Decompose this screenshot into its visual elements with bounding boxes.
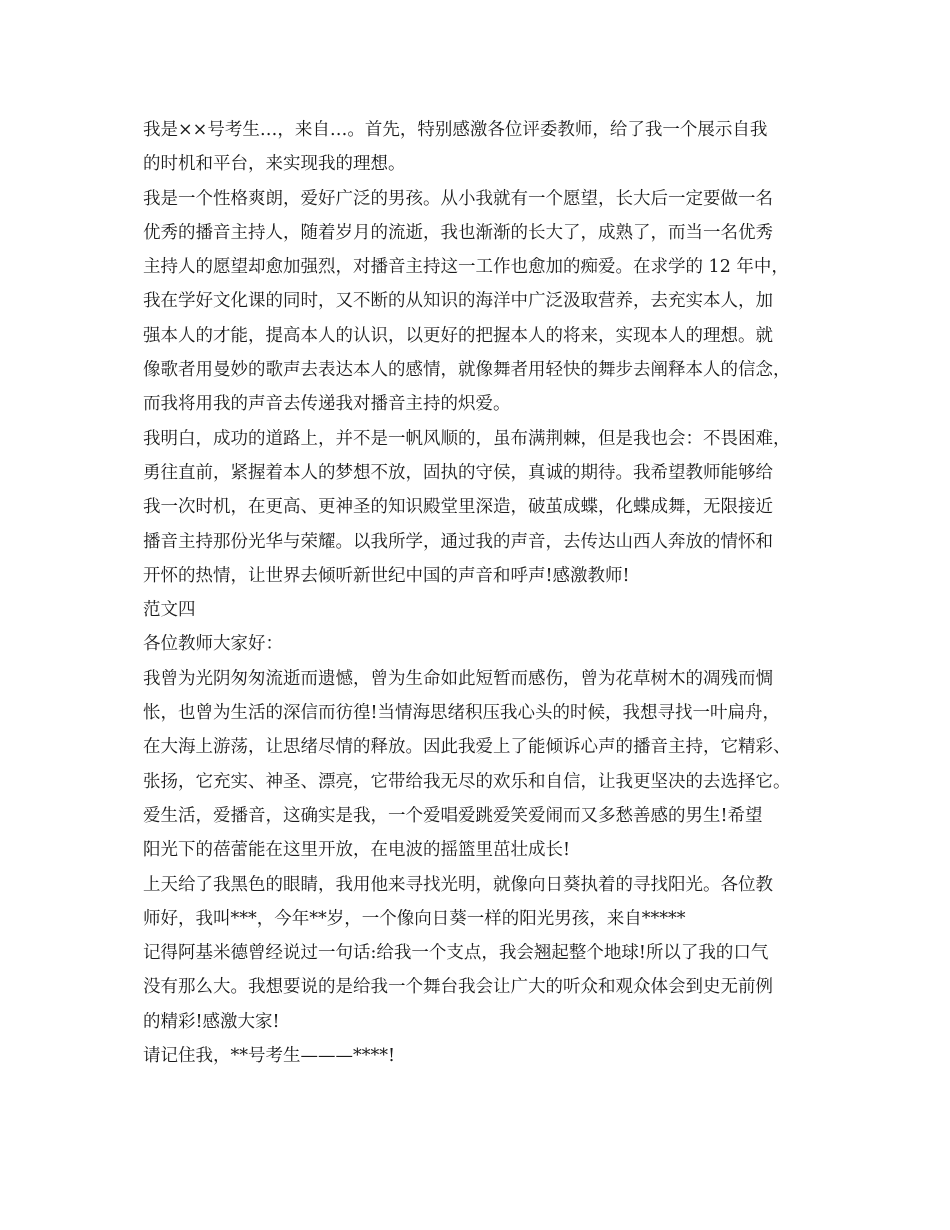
text-line: 强本人的才能，提高本人的认识，以更好的把握本人的将来，实现本人的理想。就	[143, 325, 773, 346]
section-heading: 范文四	[143, 600, 196, 621]
text-line: 没有那么大。我想要说的是给我一个舞台我会让广大的听众和观众体会到史无前例	[143, 977, 773, 998]
text-line: 的精彩!感激大家!	[143, 1011, 280, 1032]
text-line: 张扬，它充实、神圣、漂亮，它带给我无尽的欢乐和自信，让我更坚决的去选择它。	[143, 771, 791, 792]
text-line: 的时机和平台，来实现我的理想。	[143, 154, 406, 175]
text-line: 师好，我叫***，今年**岁，一个像向日葵一样的阳光男孩，来自*****	[143, 908, 686, 929]
text-line: 我一次时机，在更高、更神圣的知识殿堂里深造，破茧成蝶，化蝶成舞，无限接近	[143, 497, 773, 518]
text-line: 怅，也曾为生活的深信而彷徨!当情海思绪积压我心头的时候，我想寻找一叶扁舟，	[143, 703, 781, 724]
document-body	[143, 113, 823, 1073]
text-line: 在大海上游荡，让思绪尽情的释放。因此我爱上了能倾诉心声的播音主持，它精彩、	[143, 737, 791, 758]
text-line: 像歌者用曼妙的歌声去表达本人的感情，就像舞者用轻快的舞步去阐释本人的信念，	[143, 360, 791, 381]
text-line: 阳光下的蓓蕾能在这里开放，在电波的摇篮里茁壮成长!	[143, 840, 571, 861]
text-line: 我是××号考生…，来自…。首先，特别感激各位评委教师，给了我一个展示自我	[143, 120, 768, 140]
text-line: 播音主持那份光华与荣耀。以我所学，通过我的声音，去传达山西人奔放的情怀和	[143, 531, 773, 552]
text-line: 而我将用我的声音去传递我对播音主持的炽爱。	[143, 394, 511, 415]
text-line: 请记住我，**号考生———****!	[143, 1046, 396, 1067]
text-line: 记得阿基米德曾经说过一句话:给我一个支点，我会翘起整个地球!所以了我的口气	[143, 943, 769, 964]
text-line: 勇往直前，紧握着本人的梦想不放，固执的守侯，真诚的期待。我希望教师能够给	[143, 462, 773, 483]
text-line: 我曾为光阴匆匆流逝而遗憾，曾为生命如此短暂而感伤，曾为花草树木的凋残而惆	[143, 668, 773, 689]
text-line: 优秀的播音主持人，随着岁月的流逝，我也渐渐的长大了，成熟了，而当一名优秀	[143, 222, 773, 243]
text-line: 开怀的热情，让世界去倾听新世纪中国的声音和呼声!感激教师!	[143, 565, 630, 586]
text-line: 上天给了我黑色的眼睛，我用他来寻找光明，就像向日葵执着的寻找阳光。各位教	[143, 874, 773, 895]
text-line: 我明白，成功的道路上，并不是一帆风顺的，虽布满荆棘，但是我也会：不畏困难，	[143, 428, 791, 449]
text-line: 我在学好文化课的同时，又不断的从知识的海洋中广泛汲取营养，去充实本人，加	[143, 291, 773, 312]
greeting-line: 各位教师大家好：	[143, 634, 283, 655]
text-line: 主持人的愿望却愈加强烈，对播音主持这一工作也愈加的痴爱。在求学的 12 年中，	[143, 257, 789, 278]
text-line: 我是一个性格爽朗，爱好广泛的男孩。从小我就有一个愿望，长大后一定要做一名	[143, 188, 773, 209]
text-line: 爱生活，爱播音，这确实是我，一个爱唱爱跳爱笑爱闹而又多愁善感的男生!希望	[143, 805, 763, 826]
